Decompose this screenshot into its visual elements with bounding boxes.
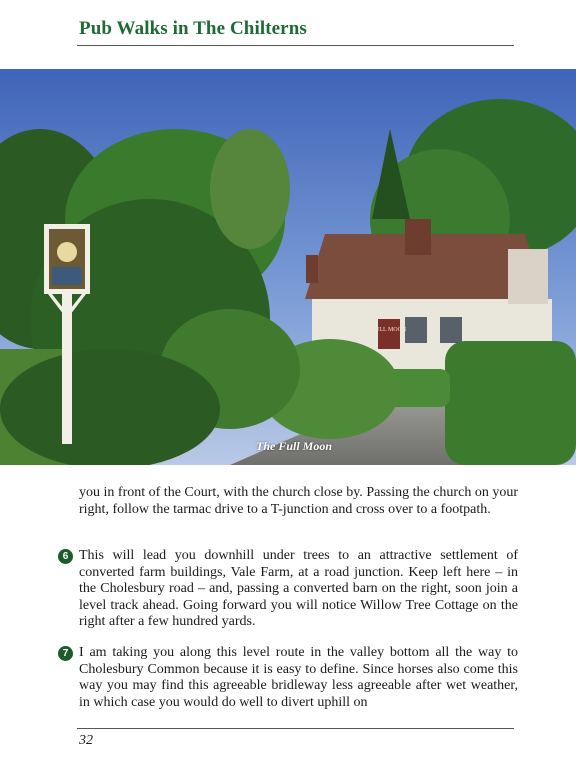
pub-photo xyxy=(0,69,576,465)
photo-caption: The Full Moon xyxy=(256,439,333,453)
pub-sign-text-1: FULL MOON xyxy=(371,327,407,333)
header-divider xyxy=(77,45,514,46)
paragraph-step-6: This will lead you downhill under trees to an attractive settlement of converted farm buildings, Vale Farm, at a road junction. Keep left here – in the Cholesbury road – and, passing a converted barn on the right, soon join a level track ahead. Going forward you will notice Willow Tree Cottage on the right after a few hundred yards. xyxy=(79,548,518,630)
footer-divider xyxy=(77,728,514,729)
page-number: 32 xyxy=(79,733,93,748)
paragraph-step-7: I am taking you along this level route in the valley bottom all the way to Cholesbury Common because it is easy to define. Since horses also come this way you may find this agreeable bridleway less agreeable after wet weather, in which case you would do well to divert uphill on xyxy=(79,645,518,710)
step-6-badge: 6 xyxy=(58,549,73,564)
step-7-badge: 7 xyxy=(58,646,73,661)
paragraph-continued: you in front of the Court, with the church close by. Passing the church on your right, follow the tarmac drive to a T-junction and cross over to a footpath. xyxy=(79,485,518,517)
running-header-title: Pub Walks in The Chilterns xyxy=(79,18,307,39)
